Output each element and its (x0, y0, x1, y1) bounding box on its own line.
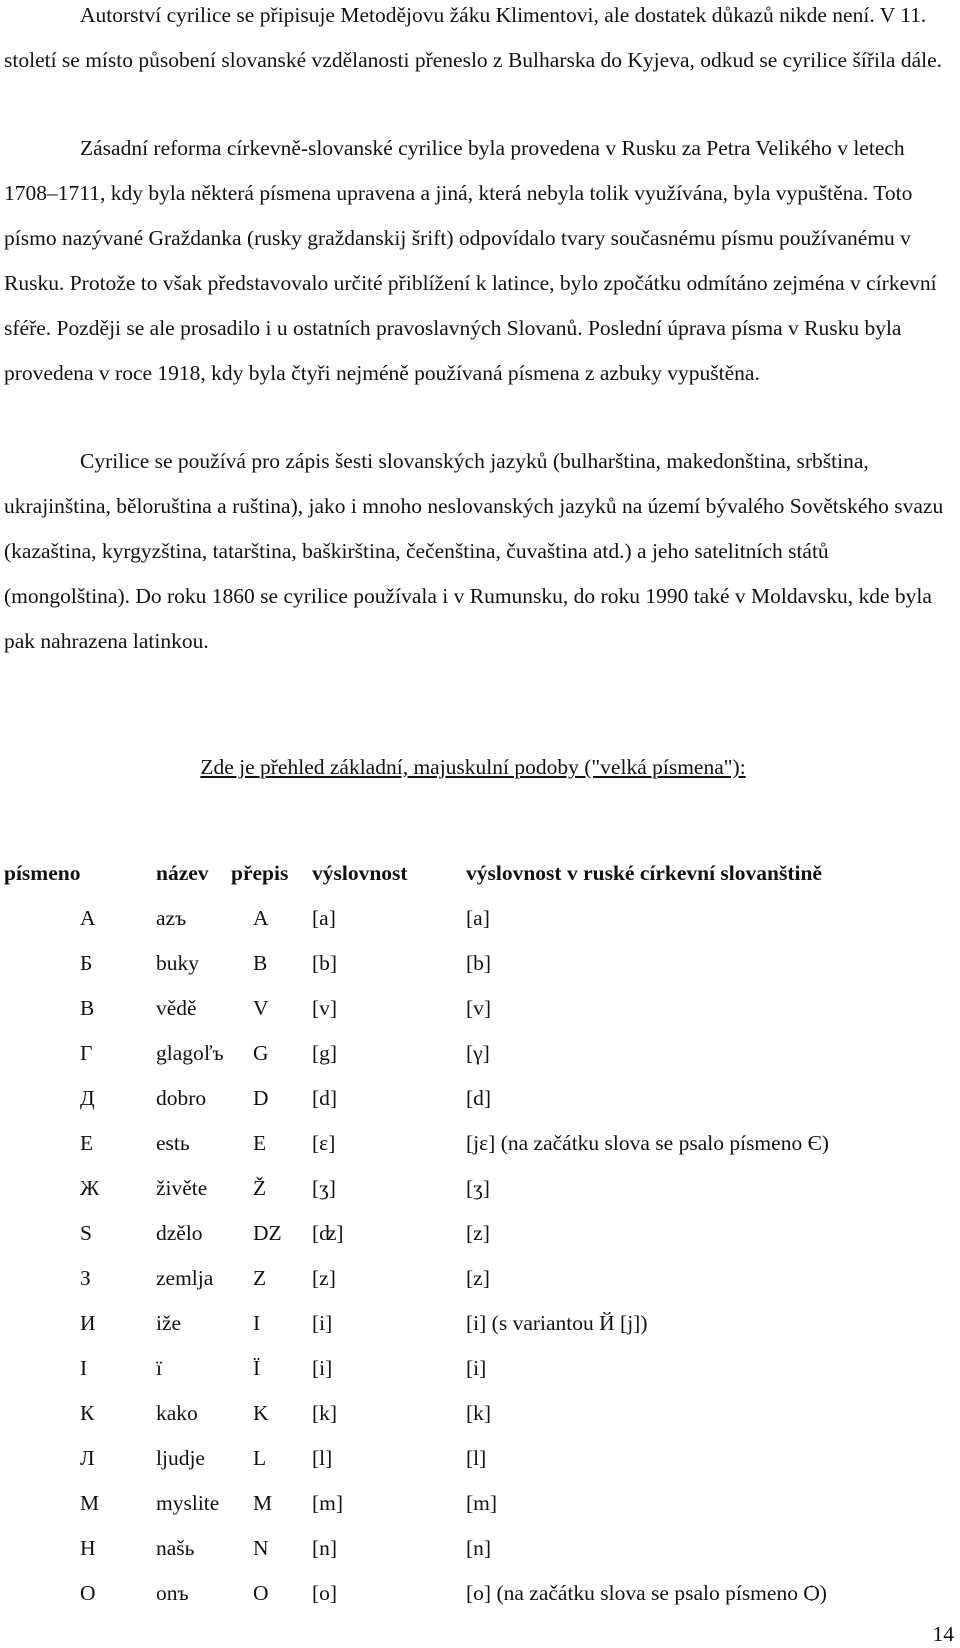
cell-name: dobro (156, 1086, 207, 1110)
paragraph-authorship: Autorství cyrilice se připisuje Metodějovu žáku Klimentovi, ale dostatek důkazů nikde není. V 11. století se místo působení slovanské vzdělanosti přeneslo z Bulharska do Kyjeva, odkud se cyrilice šířila dále. (4, 3, 943, 72)
cell-transliteration: K (253, 1401, 269, 1425)
cell-name: ї (156, 1356, 162, 1380)
cell-letter: О (80, 1581, 96, 1605)
cell-pronunciation: [ʣ] (312, 1221, 344, 1245)
cell-pronunciation: [a] (312, 906, 336, 930)
table-row (0, 1533, 960, 1563)
cell-pronunciation: [ʒ] (312, 1176, 336, 1200)
table-row (0, 1218, 960, 1248)
cell-letter: М (80, 1491, 100, 1515)
cell-church-pronunciation: [jɛ] (na začátku slova se psalo písmeno Є) (466, 1131, 829, 1155)
cell-transliteration: Ï (253, 1356, 261, 1380)
cell-name: dzělo (156, 1221, 203, 1245)
cell-transliteration: DZ (253, 1221, 282, 1245)
cell-name: myslite (156, 1491, 220, 1515)
cell-transliteration: G (253, 1041, 269, 1065)
cell-pronunciation: [g] (312, 1041, 338, 1065)
cell-letter: І (80, 1356, 88, 1380)
cell-church-pronunciation: [b] (466, 951, 492, 975)
paragraph-reform: Zásadní reforma církevně-slovanské cyrilice byla provedena v Rusku za Petra Velikého v letech 1708–1711, kdy byla některá písmena upravena a jiná, která nebyla tolik využívána, byla vypuštěna. Toto písmo nazývané Graždanka (rusky graždanskij šrift) odpovídalo tvary současnému písmu používanému v Rusku. Protože to však představovalo určité přiblížení k latince, bylo zpočátku odmítáno zejména v církevní sféře. Později se ale prosadilo i u ostatních pravoslavných Slovanů. Poslední úprava písma v Rusku byla provedena v roce 1918, kdy byla čtyři nejméně používaná písmena z azbuky vypuštěna. (4, 136, 937, 385)
overview-heading-text: Zde je přehled základní, majuskulní podoby ("velká písmena"): (200, 755, 746, 779)
cell-letter: К (80, 1401, 95, 1425)
cell-name: kako (156, 1401, 198, 1425)
cell-church-pronunciation: [z] (466, 1266, 490, 1290)
cell-name: glagoľъ (156, 1041, 224, 1065)
table-row (0, 993, 960, 1023)
table-row (0, 1128, 960, 1158)
cell-name: buky (156, 951, 199, 975)
page-number: 14 (932, 1622, 954, 1646)
table-row (0, 1398, 960, 1428)
table-row (0, 1263, 960, 1293)
cell-pronunciation: [b] (312, 951, 338, 975)
cell-transliteration: Ž (253, 1176, 267, 1200)
cell-letter: Е (80, 1131, 94, 1155)
cell-pronunciation: [i] (312, 1356, 333, 1380)
cell-name: estь (156, 1131, 190, 1155)
table-row (0, 1173, 960, 1203)
cell-church-pronunciation: [z] (466, 1221, 490, 1245)
header-church-pronunciation: výslovnost v ruské církevní slovanštině (466, 861, 822, 885)
cell-pronunciation: [v] (312, 996, 338, 1020)
cell-transliteration: B (253, 951, 268, 975)
table-row (0, 1083, 960, 1113)
header-letter: písmeno (4, 861, 81, 885)
cell-pronunciation: [ɛ] (312, 1131, 336, 1155)
table-row (0, 948, 960, 978)
cell-church-pronunciation: [ʒ] (466, 1176, 490, 1200)
cell-name: zemlja (156, 1266, 214, 1290)
cell-church-pronunciation: [o] (na začátku slova se psalo písmeno Ѻ) (466, 1581, 827, 1605)
cell-church-pronunciation: [i] (466, 1356, 487, 1380)
cell-name: iže (156, 1311, 182, 1335)
cell-transliteration: A (253, 906, 269, 930)
cell-church-pronunciation: [v] (466, 996, 492, 1020)
cell-name: živěte (156, 1176, 208, 1200)
cell-letter: Ж (80, 1176, 100, 1200)
overview-heading (0, 752, 960, 782)
cell-letter: S (80, 1221, 92, 1245)
table-row (0, 1353, 960, 1383)
paragraph-usage: Cyrilice se používá pro zápis šesti slovanských jazyků (bulharština, makedonština, srbština, ukrajinština, běloruština a ruština), jako i mnoho neslovanských jazyků na území bývalého Sovětského svazu (kazaština, kyrgyzština, tatarština, baškirština, čečenština, čuvaština atd.) a jeho satelitních států (mongolština). Do roku 1860 se cyrilice používala i v Rumunsku, do roku 1990 také v Moldavsku, kde byla pak nahrazena latinkou. (4, 449, 944, 653)
table-row (0, 1488, 960, 1518)
cell-pronunciation: [i] (312, 1311, 333, 1335)
table-row (0, 1308, 960, 1338)
cell-letter: И (80, 1311, 96, 1335)
cell-letter: З (80, 1266, 91, 1290)
cell-pronunciation: [m] (312, 1491, 344, 1515)
cell-transliteration: M (253, 1491, 273, 1515)
cell-pronunciation: [o] (312, 1581, 338, 1605)
header-pronunciation: výslovnost (312, 861, 408, 885)
cell-pronunciation: [k] (312, 1401, 338, 1425)
header-name: název (156, 861, 209, 885)
cell-transliteration: Z (253, 1266, 267, 1290)
table-row (0, 1443, 960, 1473)
cell-transliteration: N (253, 1536, 269, 1560)
cell-pronunciation: [d] (312, 1086, 338, 1110)
cell-transliteration: E (253, 1131, 267, 1155)
cell-letter: Л (80, 1446, 95, 1470)
header-transliteration: přepis (231, 861, 289, 885)
cell-letter: Н (80, 1536, 96, 1560)
cell-transliteration: I (253, 1311, 261, 1335)
table-row (0, 903, 960, 933)
cell-church-pronunciation: [k] (466, 1401, 492, 1425)
cell-pronunciation: [n] (312, 1536, 338, 1560)
cell-transliteration: O (253, 1581, 269, 1605)
cell-church-pronunciation: [n] (466, 1536, 492, 1560)
cell-letter: Б (80, 951, 93, 975)
cell-church-pronunciation: [d] (466, 1086, 492, 1110)
cell-transliteration: L (253, 1446, 267, 1470)
cell-transliteration: V (253, 996, 269, 1020)
cell-name: onъ (156, 1581, 189, 1605)
cell-church-pronunciation: [i] (s variantou Й [j]) (466, 1311, 648, 1335)
cell-pronunciation: [z] (312, 1266, 336, 1290)
cell-letter: В (80, 996, 95, 1020)
cell-name: ljudje (156, 1446, 205, 1470)
cell-name: azъ (156, 906, 187, 930)
cell-church-pronunciation: [γ] (466, 1041, 490, 1065)
cell-pronunciation: [l] (312, 1446, 333, 1470)
cell-church-pronunciation: [a] (466, 906, 490, 930)
cell-name: vědě (156, 996, 197, 1020)
cell-letter: А (80, 906, 96, 930)
table-row (0, 1038, 960, 1068)
table-row (0, 1578, 960, 1608)
cell-church-pronunciation: [l] (466, 1446, 487, 1470)
cell-church-pronunciation: [m] (466, 1491, 498, 1515)
cell-letter: Г (80, 1041, 93, 1065)
cell-name: našь (156, 1536, 195, 1560)
cell-transliteration: D (253, 1086, 269, 1110)
cell-letter: Д (80, 1086, 95, 1110)
